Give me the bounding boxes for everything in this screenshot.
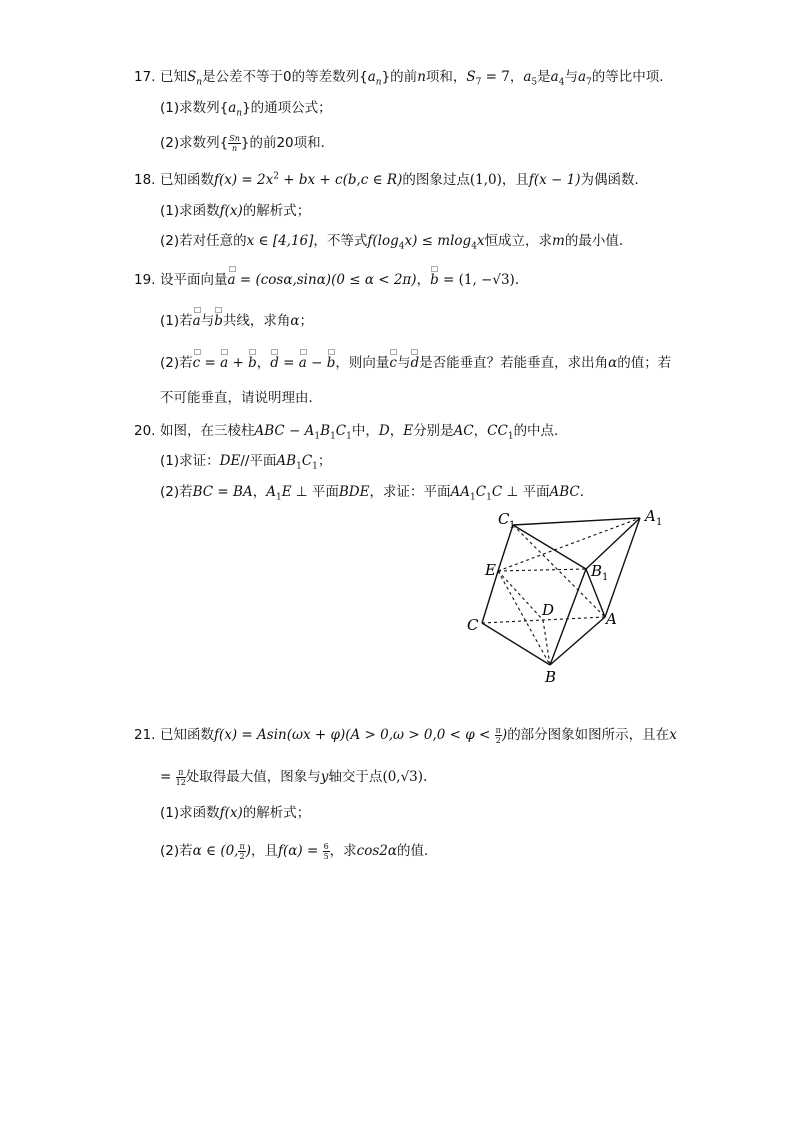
svg-text:1: 1: [602, 572, 609, 583]
label-d: D: [542, 601, 555, 619]
label-a: A: [606, 610, 617, 628]
q19-part2-cont: 不可能垂直，请说明理由．: [160, 390, 322, 406]
q21-part2: (2)若α ∈ (0, $\frac{\pi}{2}$ )，且f(α) = $\frac{6}{5}$ ，求cos2α的值．: [160, 841, 438, 861]
svg-text:1: 1: [656, 517, 663, 528]
q20-part2: (2)若BC = BA，$A_1E$ ⊥ 平面BDE，求证：平面$AA_1C_1C$ ⊥ 平面ABC．: [160, 484, 594, 503]
edge-c-b: [482, 623, 550, 665]
q20-part1: (1)求证：DE//平面$AB_1C_1$；: [160, 453, 332, 472]
edge-b1-b: [550, 569, 586, 665]
fraction-pi-over-2: $\frac{\pi}{2}$: [495, 725, 501, 745]
fraction-sn-over-n: $\frac{Sn}{n}$: [229, 133, 240, 153]
dash-e-a1: [498, 518, 640, 571]
q18-part1: (1)求函数f(x)的解析式；: [160, 203, 311, 219]
edge-c1-b1: [513, 525, 586, 569]
question-number: 17.: [134, 69, 156, 85]
dash-e-b1: [498, 569, 586, 571]
question-number: 19.: [134, 272, 156, 288]
q20-stem: 20. 如图，在三棱柱ABC − $A_1B_1C_1$中，D，E分别是AC，$CC_1$的中点．: [134, 423, 568, 442]
label-c1: C: [498, 510, 510, 528]
edge-c1-e: [498, 525, 513, 571]
label-a1: A: [645, 507, 656, 525]
q17-stem: 17. 已知$S_n$是公差不等于0的等差数列$\{a_n\}$的前n项和，$S_7 = 7$，$a_5$是$a_4$与$a_7$的等比中项．: [134, 69, 673, 88]
q19-part1: (1)若a与b共线，求角α；: [160, 313, 313, 329]
q18-part2: (2)若对任意的x ∈ [4,16]，不等式$f(\log_4x) \le mlog_4x$恒成立，求m的最小值．: [160, 233, 633, 252]
q18-stem: 18. 已知函数$f(x) = 2x^2$ + bx + c(b,c ∈ R)的图象过点(1,0)，且f(x − 1)为偶函数．: [134, 171, 649, 188]
fraction-pi-over-12: $\frac{\pi}{12}$: [175, 767, 186, 787]
q21-part1: (1)求函数f(x)的解析式；: [160, 805, 311, 821]
svg-text:1: 1: [509, 520, 516, 531]
label-b: B: [545, 668, 557, 686]
label-e: E: [485, 561, 496, 579]
question-number: 20.: [134, 423, 156, 439]
q21-stem: 21. 已知函数f(x) = Asin(ωx + φ)(A > 0,ω > 0,0 < φ < $\frac{\pi}{2}$ )的部分图象如图所示，且在x: [134, 725, 677, 745]
edge-a-b: [550, 617, 605, 665]
dash-d-b: [543, 620, 550, 665]
q17-part1: (1)求数列$\{a_n\}$的通项公式；: [160, 100, 332, 119]
q19-stem: 19. 设平面向量a = (cosα,sinα)(0 ≤ α < 2π)，b = (1, −√3).: [134, 272, 520, 288]
prism-figure: [460, 505, 680, 690]
fraction-6-over-5: $\frac{6}{5}$: [323, 841, 329, 861]
q17-part2: (2)求数列{ $\frac{Sn}{n}$ }的前20项和．: [160, 133, 335, 153]
q19-part2: (2)若c = a + b，d = a − b，则向量c与d是否能垂直？若能垂直，求出角α的值；若: [160, 355, 672, 371]
label-c: C: [467, 616, 479, 634]
question-number: 18.: [134, 172, 156, 188]
q21-stem-cont: = $\frac{\pi}{12}$ 处取得最大值，图象与y轴交于点(0,√3).: [160, 767, 428, 787]
label-b1: B: [591, 562, 603, 580]
fraction-pi-over-2: $\frac{\pi}{2}$: [239, 841, 245, 861]
edge-c1-a1: [513, 518, 640, 525]
question-number: 21.: [134, 727, 156, 743]
edge-a1-a: [605, 518, 640, 617]
dash-e-d: [498, 571, 543, 620]
